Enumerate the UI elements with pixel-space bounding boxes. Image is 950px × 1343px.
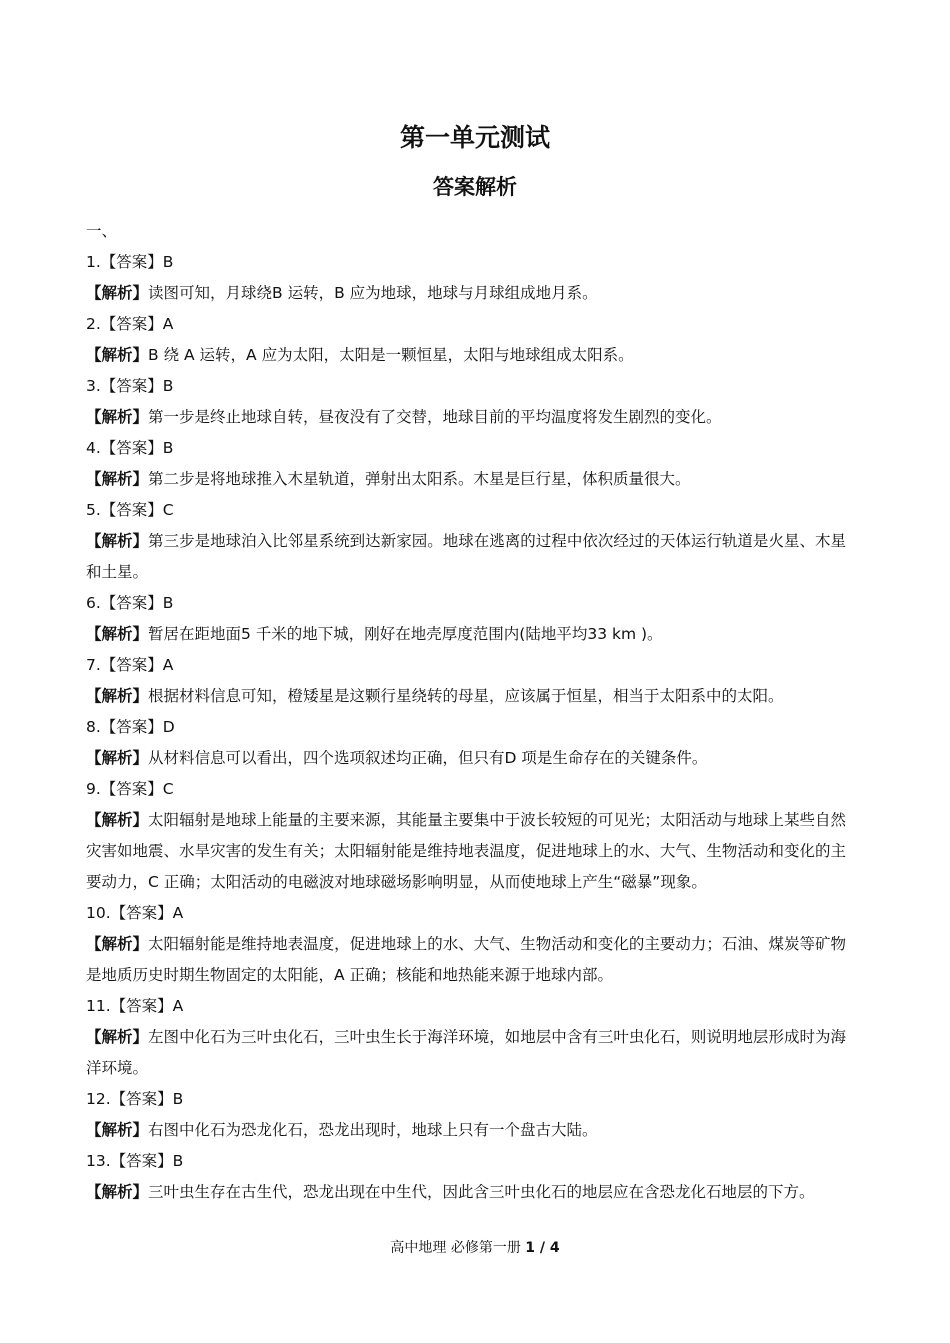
explanation-paragraph — [86, 1022, 846, 1084]
answer-line: 9.【答案】C — [86, 780, 174, 798]
explanation-tag: 【解析】 — [86, 284, 149, 302]
answer-line: 13.【答案】B — [86, 1152, 184, 1170]
explanation-paragraph — [86, 1177, 846, 1208]
section-label: 一、 — [86, 222, 118, 240]
answer-line: 10.【答案】A — [86, 904, 184, 922]
explanation-text: 第三步是地球泊入比邻星系统到达新家园。地球在逃离的过程中依次经过的天体运行轨道是火星、木星和土星。 — [86, 532, 846, 581]
explanation-paragraph — [86, 278, 846, 309]
page-subtitle: 答案解析 — [433, 175, 517, 199]
explanation-tag: 【解析】 — [86, 470, 149, 488]
explanation-tag: 【解析】 — [86, 811, 149, 829]
answer-line: 6.【答案】B — [86, 594, 174, 612]
explanation-paragraph — [86, 805, 846, 898]
answer-line: 8.【答案】D — [86, 718, 175, 736]
page-footer — [0, 1238, 950, 1258]
explanation-tag: 【解析】 — [86, 935, 149, 953]
answer-line: 1.【答案】B — [86, 253, 174, 271]
answer-line: 3.【答案】B — [86, 377, 174, 395]
explanation-paragraph — [86, 464, 846, 495]
answer-list — [86, 216, 846, 1208]
explanation-paragraph — [86, 929, 846, 991]
answer-line: 7.【答案】A — [86, 656, 174, 674]
explanation-tag: 【解析】 — [86, 1183, 149, 1201]
explanation-text: 根据材料信息可知，橙矮星是这颗行星绕转的母星，应该属于恒星，相当于太阳系中的太阳。 — [148, 687, 784, 705]
explanation-text: 太阳辐射能是维持地表温度，促进地球上的水、大气、生物活动和变化的主要动力；石油、煤炭等矿物是地质历史时期生物固定的太阳能，A 正确；核能和地热能来源于地球内部。 — [86, 935, 846, 984]
answer-line: 5.【答案】C — [86, 501, 174, 519]
answer-line: 4.【答案】B — [86, 439, 174, 457]
explanation-paragraph — [86, 619, 846, 650]
explanation-paragraph — [86, 402, 846, 433]
explanation-paragraph — [86, 743, 846, 774]
explanation-text: 左图中化石为三叶虫化石，三叶虫生长于海洋环境，如地层中含有三叶虫化石，则说明地层形成时为海洋环境。 — [86, 1028, 846, 1077]
explanation-text: 太阳辐射是地球上能量的主要来源，其能量主要集中于波长较短的可见光；太阳活动与地球上某些自然灾害如地震、水旱灾害的发生有关；太阳辐射能是维持地表温度，促进地球上的水、大气、生物活动和变化的主要动力，C 正确；太阳活动的电磁波对地球磁场影响明显，从而使地球上产生“磁暴”现象。 — [86, 811, 846, 891]
explanation-tag: 【解析】 — [86, 749, 149, 767]
explanation-text: 读图可知，月球绕B 运转，B 应为地球，地球与月球组成地月系。 — [148, 284, 598, 302]
explanation-tag: 【解析】 — [86, 1028, 149, 1046]
explanation-text: B 绕 A 运转，A 应为太阳，太阳是一颗恒星，太阳与地球组成太阳系。 — [148, 346, 634, 364]
explanation-paragraph — [86, 681, 846, 712]
explanation-text: 三叶虫生存在古生代，恐龙出现在中生代，因此含三叶虫化石的地层应在含恐龙化石地层的下方。 — [148, 1183, 815, 1201]
explanation-text: 第二步是将地球推入木星轨道，弹射出太阳系。木星是巨行星，体积质量很大。 — [148, 470, 691, 488]
page-number: 1 / 4 — [525, 1240, 560, 1256]
explanation-text: 右图中化石为恐龙化石，恐龙出现时，地球上只有一个盘古大陆。 — [148, 1121, 598, 1139]
explanation-text: 从材料信息可以看出，四个选项叙述均正确，但只有D 项是生命存在的关键条件。 — [148, 749, 708, 767]
explanation-tag: 【解析】 — [86, 687, 149, 705]
explanation-paragraph — [86, 526, 846, 588]
explanation-text: 第一步是终止地球自转，昼夜没有了交替，地球目前的平均温度将发生剧烈的变化。 — [148, 408, 722, 426]
explanation-tag: 【解析】 — [86, 625, 149, 643]
explanation-text: 暂居在距地面5 千米的地下城，刚好在地壳厚度范围内(陆地平均33 km )。 — [148, 625, 663, 643]
explanation-tag: 【解析】 — [86, 346, 149, 364]
answer-line: 11.【答案】A — [86, 997, 184, 1015]
explanation-tag: 【解析】 — [86, 408, 149, 426]
explanation-paragraph — [86, 1115, 846, 1146]
explanation-tag: 【解析】 — [86, 532, 149, 550]
answer-line: 12.【答案】B — [86, 1090, 184, 1108]
explanation-tag: 【解析】 — [86, 1121, 149, 1139]
page-title: 第一单元测试 — [399, 123, 550, 152]
explanation-paragraph — [86, 340, 846, 371]
answer-line: 2.【答案】A — [86, 315, 174, 333]
footer-text: 高中地理 必修第一册 — [390, 1240, 521, 1256]
